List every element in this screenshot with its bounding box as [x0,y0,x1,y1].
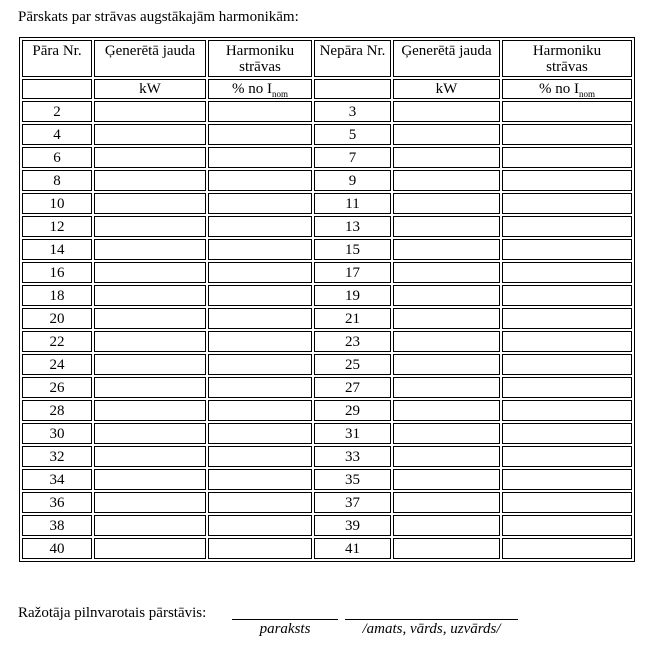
odd-generated-power-cell [393,285,500,306]
even-harmonic-number-cell: 14 [22,239,92,260]
odd-harmonic-number-cell: 23 [314,331,391,352]
even-harmonic-number-cell: 4 [22,124,92,145]
table-row [22,423,632,444]
even-harmonic-number-cell: 28 [22,400,92,421]
page-title: Pārskats par strāvas augstākajām harmonikām: [18,9,299,25]
odd-harmonic-current-cell [502,492,632,513]
header-harmonic-currents-line1: Harmoniku [225,43,295,59]
table-row [22,400,632,421]
even-harmonic-number-cell: 24 [22,354,92,375]
odd-harmonic-number-cell: 33 [314,446,391,467]
odd-generated-power-cell [393,262,500,283]
header-harmonic-currents-line1: Harmoniku [532,43,602,59]
odd-generated-power-cell [393,124,500,145]
odd-harmonic-number-cell: 29 [314,400,391,421]
table-row [22,124,632,145]
table-row [22,308,632,329]
signature-line-caption: paraksts [259,621,311,637]
even-harmonic-current-cell [208,308,312,329]
even-generated-power-cell [94,147,206,168]
odd-harmonic-number-cell: 9 [314,170,391,191]
even-harmonic-current-cell [208,469,312,490]
even-harmonic-current-cell [208,239,312,260]
odd-generated-power-cell [393,193,500,214]
odd-generated-power-cell [393,239,500,260]
table-row [22,193,632,214]
even-harmonic-current-cell [208,262,312,283]
table-row [22,446,632,467]
even-harmonic-number-cell: 30 [22,423,92,444]
odd-generated-power-cell [393,216,500,237]
odd-harmonic-number-cell: 31 [314,423,391,444]
odd-harmonic-current-cell [502,423,632,444]
odd-harmonic-number-cell: 35 [314,469,391,490]
table-row [22,147,632,168]
table-row [22,101,632,122]
odd-generated-power-cell [393,147,500,168]
odd-harmonic-number-cell: 17 [314,262,391,283]
odd-generated-power-cell [393,331,500,352]
even-harmonic-number-cell: 26 [22,377,92,398]
even-harmonic-current-cell [208,354,312,375]
table-row [22,216,632,237]
table-row [22,377,632,398]
even-generated-power-cell [94,446,206,467]
odd-harmonic-number-cell: 39 [314,515,391,536]
table-row [22,354,632,375]
harmonics-table [19,37,635,562]
odd-harmonic-current-cell [502,262,632,283]
odd-harmonic-current-cell [502,216,632,237]
even-harmonic-current-cell [208,331,312,352]
table-row [22,469,632,490]
odd-harmonic-current-cell [502,124,632,145]
odd-harmonic-number-cell: 25 [314,354,391,375]
even-harmonic-current-cell [208,492,312,513]
even-harmonic-number-cell: 10 [22,193,92,214]
even-harmonic-number-cell: 20 [22,308,92,329]
even-generated-power-cell [94,423,206,444]
header-row [22,40,632,77]
even-generated-power-cell [94,469,206,490]
even-generated-power-cell [94,101,206,122]
name-position-line [345,602,518,620]
even-generated-power-cell [94,308,206,329]
odd-harmonic-current-cell [502,377,632,398]
even-harmonic-number-cell: 6 [22,147,92,168]
name-position-line-caption: /amats, vārds, uzvārds/ [362,621,501,637]
odd-harmonic-number-cell: 15 [314,239,391,260]
odd-harmonic-number-cell: 13 [314,216,391,237]
header-even-generated-power: Ģenerētā jauda [94,40,206,77]
odd-harmonic-current-cell [502,239,632,260]
even-harmonic-number-cell: 36 [22,492,92,513]
table-row [22,331,632,352]
even-generated-power-cell [94,239,206,260]
odd-harmonic-current-cell [502,331,632,352]
even-harmonic-current-cell [208,400,312,421]
signature-line [232,602,338,620]
header-even-harmonic-currents [208,40,312,77]
even-generated-power-cell [94,400,206,421]
odd-harmonic-current-cell [502,285,632,306]
even-harmonic-current-cell [208,193,312,214]
even-generated-power-cell [94,515,206,536]
odd-generated-power-cell [393,538,500,559]
even-generated-power-cell [94,331,206,352]
even-generated-power-cell [94,124,206,145]
odd-harmonic-number-cell: 41 [314,538,391,559]
units-percent-prefix: % no I [231,80,272,97]
even-generated-power-cell [94,193,206,214]
header-harmonic-currents-line2: strāvas [239,59,281,75]
harmonics-table-body [22,101,632,559]
even-harmonic-number-cell: 18 [22,285,92,306]
even-harmonic-number-cell: 16 [22,262,92,283]
odd-harmonic-number-cell: 5 [314,124,391,145]
odd-harmonic-current-cell [502,308,632,329]
odd-harmonic-current-cell [502,101,632,122]
odd-generated-power-cell [393,469,500,490]
odd-harmonic-number-cell: 11 [314,193,391,214]
header-odd-generated-power: Ģenerētā jauda [393,40,500,77]
even-generated-power-cell [94,285,206,306]
odd-harmonic-number-cell: 7 [314,147,391,168]
even-harmonic-current-cell [208,538,312,559]
even-harmonic-current-cell [208,124,312,145]
table-row [22,285,632,306]
units-percent-subscript: nom [578,88,595,99]
even-harmonic-current-cell [208,377,312,398]
even-harmonic-current-cell [208,216,312,237]
even-generated-power-cell [94,538,206,559]
even-generated-power-cell [94,262,206,283]
units-percent-subscript: nom [271,88,288,99]
header-harmonic-currents-line2: strāvas [546,59,588,75]
even-harmonic-number-cell: 8 [22,170,92,191]
even-harmonic-number-cell: 32 [22,446,92,467]
even-generated-power-cell [94,492,206,513]
odd-harmonic-current-cell [502,446,632,467]
even-harmonic-current-cell [208,170,312,191]
units-percent-cell [502,79,632,99]
table-row [22,492,632,513]
even-generated-power-cell [94,354,206,375]
even-generated-power-cell [94,377,206,398]
even-harmonic-number-cell: 40 [22,538,92,559]
odd-generated-power-cell [393,377,500,398]
even-harmonic-current-cell [208,515,312,536]
header-odd-harmonic-currents [502,40,632,77]
even-harmonic-number-cell: 22 [22,331,92,352]
odd-harmonic-number-cell: 19 [314,285,391,306]
odd-generated-power-cell [393,492,500,513]
table-row [22,515,632,536]
odd-harmonic-current-cell [502,515,632,536]
odd-harmonic-number-cell: 21 [314,308,391,329]
header-even-number: Pāra Nr. [22,40,92,77]
odd-harmonic-number-cell: 37 [314,492,391,513]
even-harmonic-number-cell: 12 [22,216,92,237]
even-generated-power-cell [94,216,206,237]
odd-harmonic-current-cell [502,193,632,214]
odd-harmonic-current-cell [502,538,632,559]
odd-generated-power-cell [393,400,500,421]
table-row [22,170,632,191]
odd-generated-power-cell [393,170,500,191]
odd-harmonic-number-cell: 27 [314,377,391,398]
even-harmonic-current-cell [208,446,312,467]
odd-harmonic-number-cell: 3 [314,101,391,122]
signature-label: Ražotāja pilnvarotais pārstāvis: [18,605,207,621]
units-empty-cell [22,79,92,99]
even-harmonic-current-cell [208,101,312,122]
odd-harmonic-current-cell [502,354,632,375]
even-harmonic-number-cell: 2 [22,101,92,122]
units-row [22,79,632,99]
odd-generated-power-cell [393,101,500,122]
even-harmonic-current-cell [208,285,312,306]
units-empty-cell [314,79,391,99]
odd-generated-power-cell [393,354,500,375]
odd-harmonic-current-cell [502,147,632,168]
table-row [22,538,632,559]
even-harmonic-current-cell [208,147,312,168]
odd-generated-power-cell [393,446,500,467]
units-kw-cell: kW [94,79,206,99]
table-row [22,262,632,283]
odd-generated-power-cell [393,423,500,444]
signature-section [18,602,633,652]
odd-harmonic-current-cell [502,469,632,490]
table-row [22,239,632,260]
even-harmonic-number-cell: 38 [22,515,92,536]
even-generated-power-cell [94,170,206,191]
units-kw-cell: kW [393,79,500,99]
even-harmonic-number-cell: 34 [22,469,92,490]
units-percent-cell [208,79,312,99]
units-percent-prefix: % no I [538,80,579,97]
odd-generated-power-cell [393,515,500,536]
odd-generated-power-cell [393,308,500,329]
even-harmonic-current-cell [208,423,312,444]
odd-harmonic-current-cell [502,400,632,421]
header-odd-number: Nepāra Nr. [314,40,391,77]
odd-harmonic-current-cell [502,170,632,191]
